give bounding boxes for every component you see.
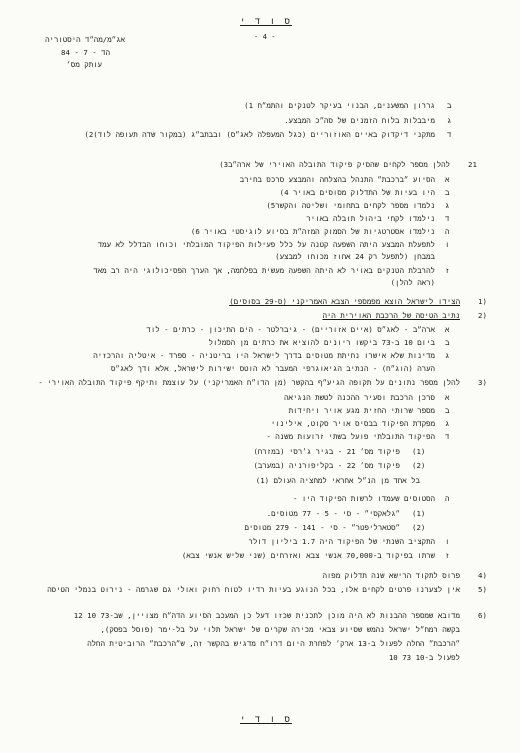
item21-mark-f: ו — [445, 240, 450, 249]
note-2-text-b: ביום 10 ב-73 ביקשו ריונים להוציא את כרתים מן הסמלול — [208, 338, 435, 347]
note-2-text: נתיב הטיסה של הרכבת האוירית היה — [322, 311, 460, 320]
note-3-text: להלן מספר נתונים על תקופה הגיע״ף בהקשר (מן הדו״ח האמריקני) על עוצמת ותיקף פיקוד התובלה האוירי - — [38, 378, 460, 387]
note-3-mark-c: ג — [445, 419, 450, 428]
classification-bottom: ס ו ד י — [240, 715, 292, 725]
note-1-num: 1) — [478, 297, 487, 306]
note-3-mark-a: א — [445, 393, 450, 402]
note-3-sub-2-text: פיקוד מס׳ 22 - בקליפורניה (במערב) — [253, 461, 400, 470]
note-3-mark-f: ו — [445, 537, 450, 546]
item21-mark-c: ג — [445, 201, 450, 210]
note-3-text-f: התקציב השנתי של הפיקוד היה 1.7 ביליון דולר — [248, 537, 435, 546]
item21-number: 21 — [468, 160, 477, 169]
note-1-text: הצידו לישראל הוצא מפמספי הצבא האמריקני (ס-29 בסוסים) — [229, 297, 460, 306]
block-a-text-1: גררון המשענים, הבנוי בעיקר לטנקים והתמ״ח 1) — [244, 101, 435, 110]
note-3-mark-d: ד — [445, 432, 450, 441]
note-3-sub-1-mark: (1) — [412, 447, 426, 456]
page-number: - 4 - — [254, 32, 276, 41]
note-4-text: פרוס לתקוד הרישא שנה תדלוק מפוה — [322, 571, 460, 580]
note-3-sub-e1-text: ״גלאקסי״ - סי - 5 - 77 מטוסים. — [266, 509, 400, 518]
item21-mark-g: ז — [445, 266, 450, 275]
note-3-sub-remark: בל אחד מן הנ״ל אחראי למחציה העולם (1) — [255, 476, 420, 485]
header-line-3: עותק מס׳ — [66, 60, 102, 69]
classification-top: ס ו ד י — [240, 17, 292, 27]
note-6-text-3: ״הרכבת״ החלה לפעול ב-13 ארק׳ לפחרת היום דרו״ח מדגיש בהקשר זה, ש״הרכבת״ הרוביטית החלה — [87, 639, 460, 648]
note-2-mark-a: א — [445, 325, 450, 334]
note-3-text-g: שרתו בפיקוד ב-70,000 אנשי צבא ואזרחים (שני שליש אנשי צבא) — [181, 551, 435, 560]
note-3-mark-b: ב — [445, 406, 450, 415]
note-3-sub-2-mark: (2) — [412, 461, 426, 470]
item21-mark-a: א — [445, 175, 450, 184]
note-3-text-b: מספר שרותי החזית מגע אויר ויחידות — [288, 406, 435, 415]
block-a-text-2: מיבבלות בלוח הזמנים של סה״כ המבצע. — [284, 116, 435, 125]
note-6-text-4: לפעול ב-10 73 10 — [388, 653, 460, 662]
item21-text-e: נילמדו אסטרטגיות של הסמוק המזה״ת בסיוע לוגיסטי באויר 6) — [190, 227, 435, 236]
note-3-mark-e: ה — [445, 494, 450, 503]
header-line-2: הד - 7 - 84 — [61, 48, 110, 57]
note-3-sub-e2-text: ״סטארליפטר״ - סי - 141 - 279 מטוסים — [244, 523, 400, 532]
note-4-num: 4) — [478, 571, 487, 580]
item21-text-d: נילמדו לקחי ביהול תובלה באויר — [306, 214, 435, 223]
note-6-text-1: מדובא שמספר ההבנות לא היה מוכן לתכנית שכזו דעל כן המעכב הסיוע הדה״ח מצויין, שב-73 10 12 — [73, 611, 460, 620]
block-a-mark-3: ד — [447, 130, 452, 139]
note-3-sub-e2-mark: (2) — [412, 523, 426, 532]
note-2-remark: הערה (הוג״ח) - הנתיב הגיאוגרפי המעבר לא הוטס ישירות לישראל, אלא ודך לאג״ס — [111, 364, 435, 373]
note-3-num: 3) — [478, 378, 487, 387]
note-3-mark-g: ז — [445, 551, 450, 560]
note-3-sub-1-text: פיקוד מס׳ 21 - בגיר ג׳רסי (במזרח) — [253, 447, 400, 456]
item21-text-g: להרבלת הטנקים באויר לא היתה השפעה מעשית בפלחמה, אך הערך הפסיכולוגי היה רב מאד — [93, 266, 435, 275]
note-3-text-a: סרכן הרכבת וסעיר ההכנה לטשת הנגיאה — [284, 393, 435, 402]
item21-mark-d: ד — [445, 214, 450, 223]
item21-text-b: היו בעיות של התדלוק מסוסים באויר 4) — [279, 188, 435, 197]
note-2-num: 2) — [478, 311, 487, 320]
note-5-text: אין לצערנו פרטים לקחים אלו, בכל הנוגע בעיות רדיו לטוח רחוק ואולי גם שגרמה - נירוט בנמלי הטיסה — [47, 585, 460, 594]
note-3-text-c: מפקדת הפיקוד בבסיס אויר סקוט, אילינוי — [270, 419, 435, 428]
item21-mark-e: ה — [445, 227, 450, 236]
note-2-text-a: ארה״ב - לאג״ס (איים אזוריים) - גיברלטר - הים התיכון - כרתים - לוד — [146, 325, 435, 334]
note-2-mark-c: ג — [445, 351, 450, 360]
item21-mark-b: ב — [445, 188, 450, 197]
item21-text-f-cont: במבחן (לתפעל רק 24 אחוז מכוחו למבצע) — [275, 252, 435, 261]
note-6-num: 6) — [478, 611, 487, 620]
item21-intro: להלן מספר לקחים שהסיק פיקוד התובלה האוירי של ארה״ב3) — [219, 160, 450, 169]
note-3-text-d: הפיקוד התובלתי פועל בשתי זרועות משנה - — [266, 432, 435, 441]
block-a-mark-2: ג — [447, 116, 452, 125]
block-a-text-3: מתקני דיקדוק באיים האוזוריים (כגל המעפלה לאג״ס) ובבתב״ג (במקור שדה תעופה לוד)2) — [84, 130, 435, 139]
note-3-text-e: הסטוסים שעמדו לרשות הפיקוד היו - — [292, 494, 435, 503]
item21-text-f: לתפעלת המבצע היתה השפעה קטנה על כלל פעילות הפיקוד המובלתי וכוחו הבדלל לא עמד — [97, 240, 435, 249]
item21-text-c: נלמדו מספר לקחים בתחומי ושליטה והקשר5) — [266, 201, 435, 210]
note-3-sub-e1-mark: (1) — [412, 509, 426, 518]
block-a-mark-1: ב — [447, 101, 452, 110]
note-2-text-c: מדינות שלא אישרו נחיתת מטוסים בדרך לישראל היו בריטניה - ספרד - איטליה והרכזיה — [93, 351, 435, 360]
note-2-mark-b: ב — [445, 338, 450, 347]
item21-text-a: הסיוע ״ברכבת״ התנהל בהצלחה והמבצע סרכס בחירב — [239, 175, 435, 184]
header-line-1: אג״מ/מה״ד היסטוריה — [45, 35, 125, 44]
note-6-text-2: בקשה רמח״ל ישראל נהמש שסיוע צבאי מכירה שקרים של ישראל תלוי על בל-ימר (פוסל בפסק), — [100, 625, 460, 634]
note-5-num: 5) — [478, 585, 487, 594]
item21-text-g-cont: (ראה להלן) — [390, 278, 435, 287]
